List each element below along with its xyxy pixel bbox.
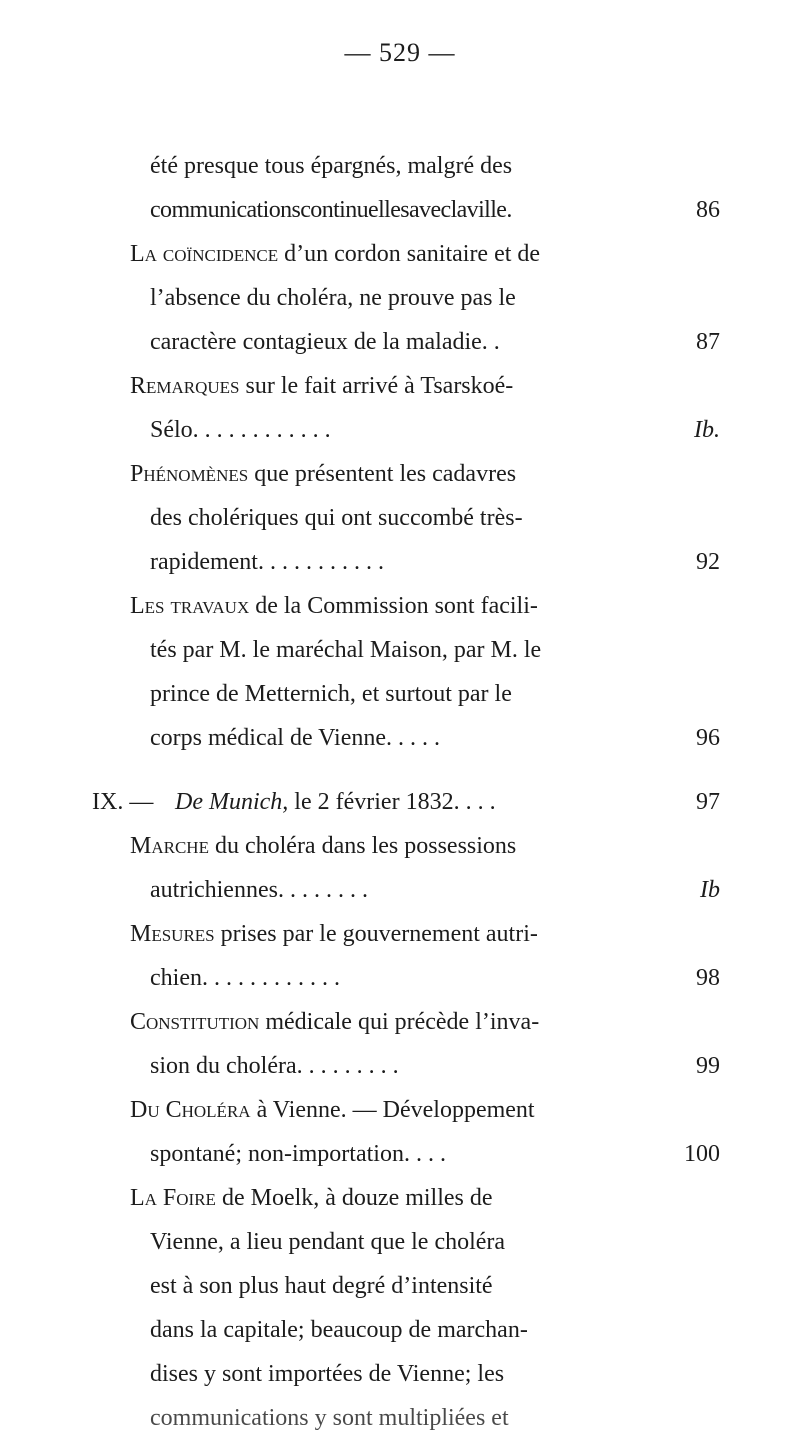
- entry-line: caractère contagieux de la maladie. . 87: [130, 320, 700, 364]
- entry-line: Mesures prises par le gouvernement autri-: [130, 921, 538, 947]
- entry-line: des cholériques qui ont succombé très-: [150, 505, 523, 531]
- entry-line: est à son plus haut degré d’intensité: [150, 1273, 493, 1299]
- entry-line: Remarques sur le fait arrivé à Tsarskoé-: [130, 373, 514, 399]
- page-number: — 529 —: [344, 38, 456, 67]
- entry-head: Du Choléra: [130, 1097, 251, 1123]
- entry-head: La Foire: [130, 1185, 216, 1211]
- toc-entry: [130, 912, 720, 1000]
- entry-line: Les travaux de la Commission sont facili-: [130, 593, 538, 619]
- entry-line: Sélo. . . . . . . . . . . . Ib.: [130, 408, 700, 452]
- page-ref: 98: [696, 965, 720, 991]
- entry-line: Vienne, a lieu pendant que le choléra: [150, 1229, 506, 1255]
- entry-head: Constitution: [130, 1009, 260, 1035]
- entry-line: sion du choléra. . . . . . . . . 99: [130, 1044, 700, 1088]
- page-ref: 97: [696, 789, 720, 815]
- entry-line: spontané; non-importation. . . . 100: [130, 1132, 700, 1176]
- toc-entry: [130, 1088, 720, 1176]
- page-ref: 87: [696, 329, 720, 355]
- page-ref: Ib.: [694, 417, 720, 443]
- page-ref: Ib: [700, 877, 720, 903]
- section-heading: [175, 780, 720, 824]
- toc-entry: [130, 584, 720, 760]
- entry-line: été presque tous épargnés, malgré des: [150, 153, 513, 179]
- entry-head: Les travaux: [130, 593, 250, 619]
- entry-line: Du Choléra à Vienne. — Développement: [130, 1097, 535, 1123]
- toc-entry: [150, 144, 720, 232]
- entry-line: rapidement. . . . . . . . . . . 92: [130, 540, 700, 584]
- entry-line: communicationscontinuellesaveclaville. 86: [150, 188, 700, 232]
- page-ref: 96: [696, 725, 720, 751]
- toc-entry: [130, 364, 720, 452]
- entry-head: Marche: [130, 833, 209, 859]
- entry-line: prince de Metternich, et surtout par le: [150, 681, 512, 707]
- entry-line: La coïncidence d’un cordon sanitaire et de: [130, 241, 541, 267]
- toc-entry: [130, 452, 720, 584]
- entry-line: dises y sont importées de Vienne; les: [150, 1361, 505, 1387]
- page-ref: 99: [696, 1053, 720, 1079]
- toc-entry: [130, 232, 720, 364]
- entry-line: chien. . . . . . . . . . . . 98: [130, 956, 700, 1000]
- entry-line: dans la capitale; beaucoup de marchan-: [150, 1317, 528, 1343]
- section-title: De Munich,: [175, 789, 289, 815]
- entry-line: La Foire de Moelk, à douze milles de: [130, 1185, 493, 1211]
- entry-line: communications y sont multipliées et: [150, 1405, 509, 1431]
- entry-line: autrichiennes. . . . . . . . Ib: [130, 868, 700, 912]
- entry-head: Remarques: [130, 373, 240, 399]
- entry-line: corps médical de Vienne. . . . . 96: [130, 716, 700, 760]
- entry-line: Phénomènes que présentent les cadavres: [130, 461, 517, 487]
- page-ref: 100: [684, 1141, 720, 1167]
- page-ref: 92: [696, 549, 720, 575]
- entry-line: l’absence du choléra, ne prouve pas le: [150, 285, 516, 311]
- entry-head: La coïncidence: [130, 241, 279, 267]
- entry-line: Constitution médicale qui précède l’inva-: [130, 1009, 540, 1035]
- toc-entry: [130, 1000, 720, 1088]
- entry-head: Mesures: [130, 921, 215, 947]
- entry-head: Phénomènes: [130, 461, 249, 487]
- section-label: IX. —: [92, 789, 154, 815]
- entry-line: tés par M. le maréchal Maison, par M. le: [150, 637, 542, 663]
- entry-line: Marche du choléra dans les possessions: [130, 833, 517, 859]
- toc-entry: [130, 1176, 700, 1440]
- toc-entry: [130, 824, 720, 912]
- page-ref: 86: [696, 197, 720, 223]
- entry-line: De Munich, le 2 février 1832. . . . 97: [175, 780, 700, 824]
